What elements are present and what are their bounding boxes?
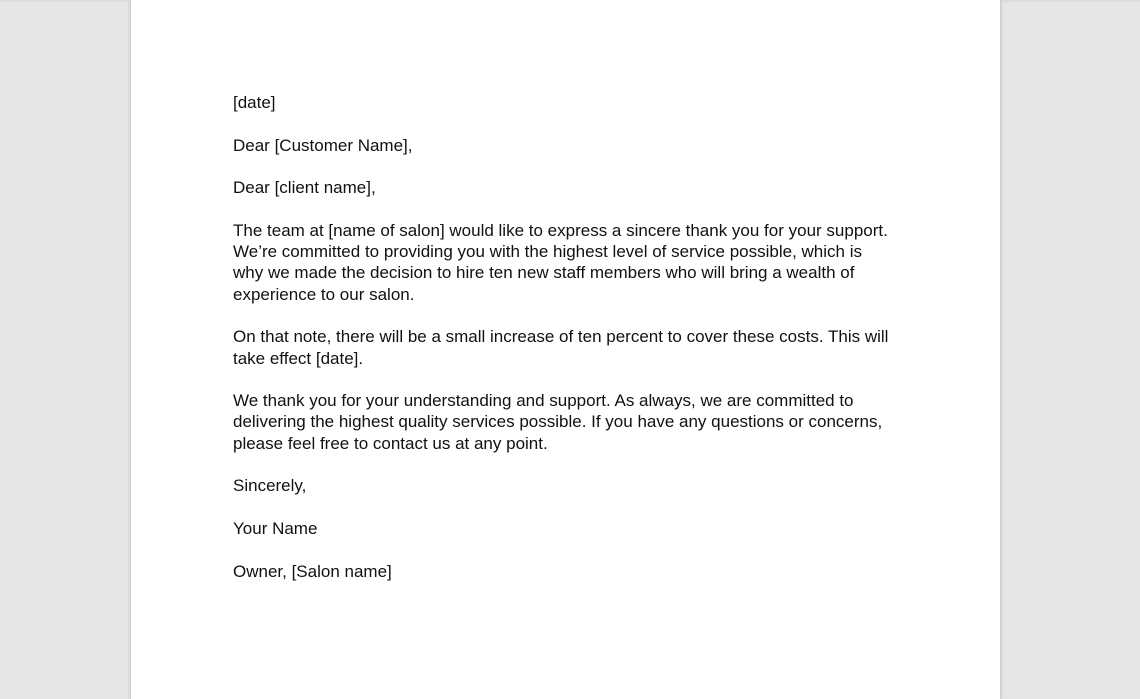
closing: Sincerely, (233, 476, 307, 496)
signature-name: Your Name (233, 518, 318, 538)
text-line: The team at [name of salon] would like to express a sincere thank you for your support. (233, 220, 888, 240)
paragraph-closing-remarks (233, 390, 888, 454)
text-line: We thank you for your understanding and support. As always, we are committed to (233, 391, 854, 411)
paragraph-price-increase (233, 326, 888, 369)
text-line: please feel free to contact us at any point. (233, 433, 548, 453)
salutation-customer: Dear [Customer Name], (233, 135, 413, 155)
text-line: On that note, there will be a small increase of ten percent to cover these costs. This will (233, 327, 889, 347)
text-line: why we made the decision to hire ten new staff members who will bring a wealth of (233, 263, 855, 283)
salutation-client: Dear [client name], (233, 178, 376, 198)
text-line: take effect [date]. (233, 348, 364, 368)
text-line: delivering the highest quality services possible. If you have any questions or concerns, (233, 412, 883, 432)
document-page[interactable] (130, 0, 1001, 699)
signature-title: Owner, [Salon name] (233, 561, 392, 581)
date-line: [date] (233, 93, 276, 112)
letter-body (233, 92, 888, 603)
text-line: We’re committed to providing you with the highest level of service possible, which is (233, 242, 862, 262)
text-line: experience to our salon. (233, 284, 415, 304)
paragraph-thank-you (233, 220, 888, 305)
